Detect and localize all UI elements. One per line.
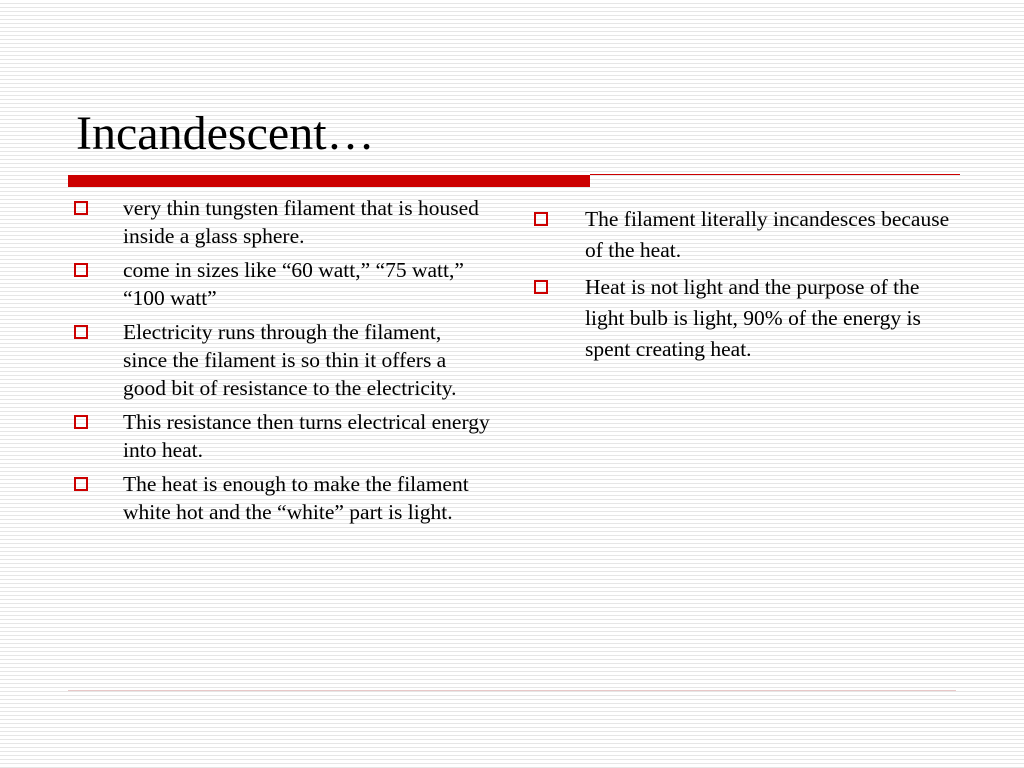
slide-title: Incandescent… [76,107,375,160]
title-underline-thick [68,175,590,187]
hollow-square-bullet-icon [74,477,88,491]
bullet-item [70,256,490,312]
bullet-text: Electricity runs through the filament, since the filament is so thin it offers a good bit of resistance to the electricity. [123,320,457,400]
bullet-text: come in sizes like “60 watt,” “75 watt,” “100 watt” [123,258,464,310]
footer-divider [68,690,956,691]
hollow-square-bullet-icon [74,415,88,429]
hollow-square-bullet-icon [74,263,88,277]
bullet-item [70,318,490,402]
bullet-item [70,470,490,526]
bullet-text: very thin tungsten filament that is housed inside a glass sphere. [123,196,479,248]
bullet-item [532,272,962,365]
bullet-item [532,204,962,266]
hollow-square-bullet-icon [74,201,88,215]
right-bullet-list [532,204,962,371]
bullet-item [70,194,490,250]
bullet-text: The heat is enough to make the filament white hot and the “white” part is light. [123,472,469,524]
title-underline-thin [590,174,960,175]
hollow-square-bullet-icon [534,212,548,226]
hollow-square-bullet-icon [534,280,548,294]
bullet-text: This resistance then turns electrical energy into heat. [123,410,490,462]
bullet-item [70,408,490,464]
bullet-text: The filament literally incandesces because of the heat. [585,207,950,262]
bullet-text: Heat is not light and the purpose of the light bulb is light, 90% of the energy is spent creating heat. [585,275,921,361]
left-bullet-list [70,194,490,532]
hollow-square-bullet-icon [74,325,88,339]
